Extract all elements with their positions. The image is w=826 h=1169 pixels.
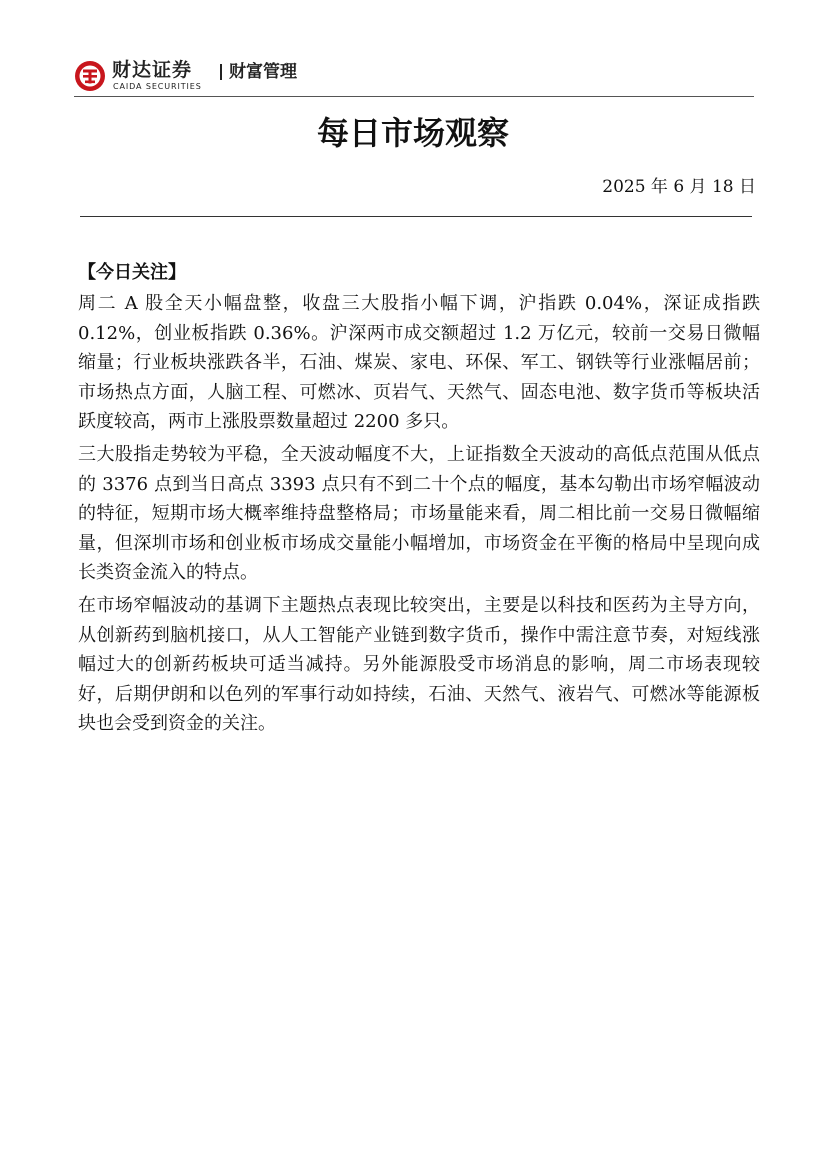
section-heading: 【今日关注】 [78, 262, 186, 283]
brand-separator [220, 64, 222, 80]
page-header [74, 58, 754, 94]
brand-division: 财富管理 [229, 62, 297, 82]
document-date: 2025 年 6 月 18 日 [602, 177, 756, 197]
paragraph-market-overview: 周二 A 股全天小幅盘整，收盘三大股指小幅下调，沪指跌 0.04%，深证成指跌 0.12%，创业板指跌 0.36%。沪深两市成交额超过 1.2 万亿元，较前一交易日微幅缩量；行业板块涨跌各半，石油、煤炭、家电、环保、军工、钢铁等行业涨幅居前；市场热点方面，人脑工程、可燃冰、页岩气、天然气、固态电池、数字货币等板块活跃度较高，两市上涨股票数量超过 2200 多只。 [78, 293, 760, 433]
document-body [78, 258, 760, 743]
date-divider [80, 216, 752, 217]
paragraph-index-trend: 三大股指走势较为平稳，全天波动幅度不大，上证指数全天波动的高低点范围从低点的 3376 点到当日高点 3393 点只有不到二十个点的幅度，基本勾勒出市场窄幅波动的特征，短期市场大概率维持盘整格局；市场量能来看，周二相比前一交易日微幅缩量，但深圳市场和创业板市场成交量能小幅增加，市场资金在平衡的格局中呈现向成长类资金流入的特点。 [78, 444, 760, 584]
brand-name-english: CAIDA SECURITIES [113, 82, 202, 91]
header-divider [74, 96, 754, 97]
caida-logo-icon [74, 60, 106, 92]
paragraph-theme-hotspots: 在市场窄幅波动的基调下主题热点表现比较突出，主要是以科技和医药为主导方向，从创新药到脑机接口，从人工智能产业链到数字货币，操作中需注意节奏，对短线涨幅过大的创新药板块可适当减持。另外能源股受市场消息的影响，周二市场表现较好，后期伊朗和以色列的军事行动如持续，石油、天然气、液岩气、可燃冰等能源板块也会受到资金的关注。 [78, 595, 760, 735]
document-title: 每日市场观察 [316, 114, 509, 152]
brand-name: 财达证券 [112, 59, 193, 81]
